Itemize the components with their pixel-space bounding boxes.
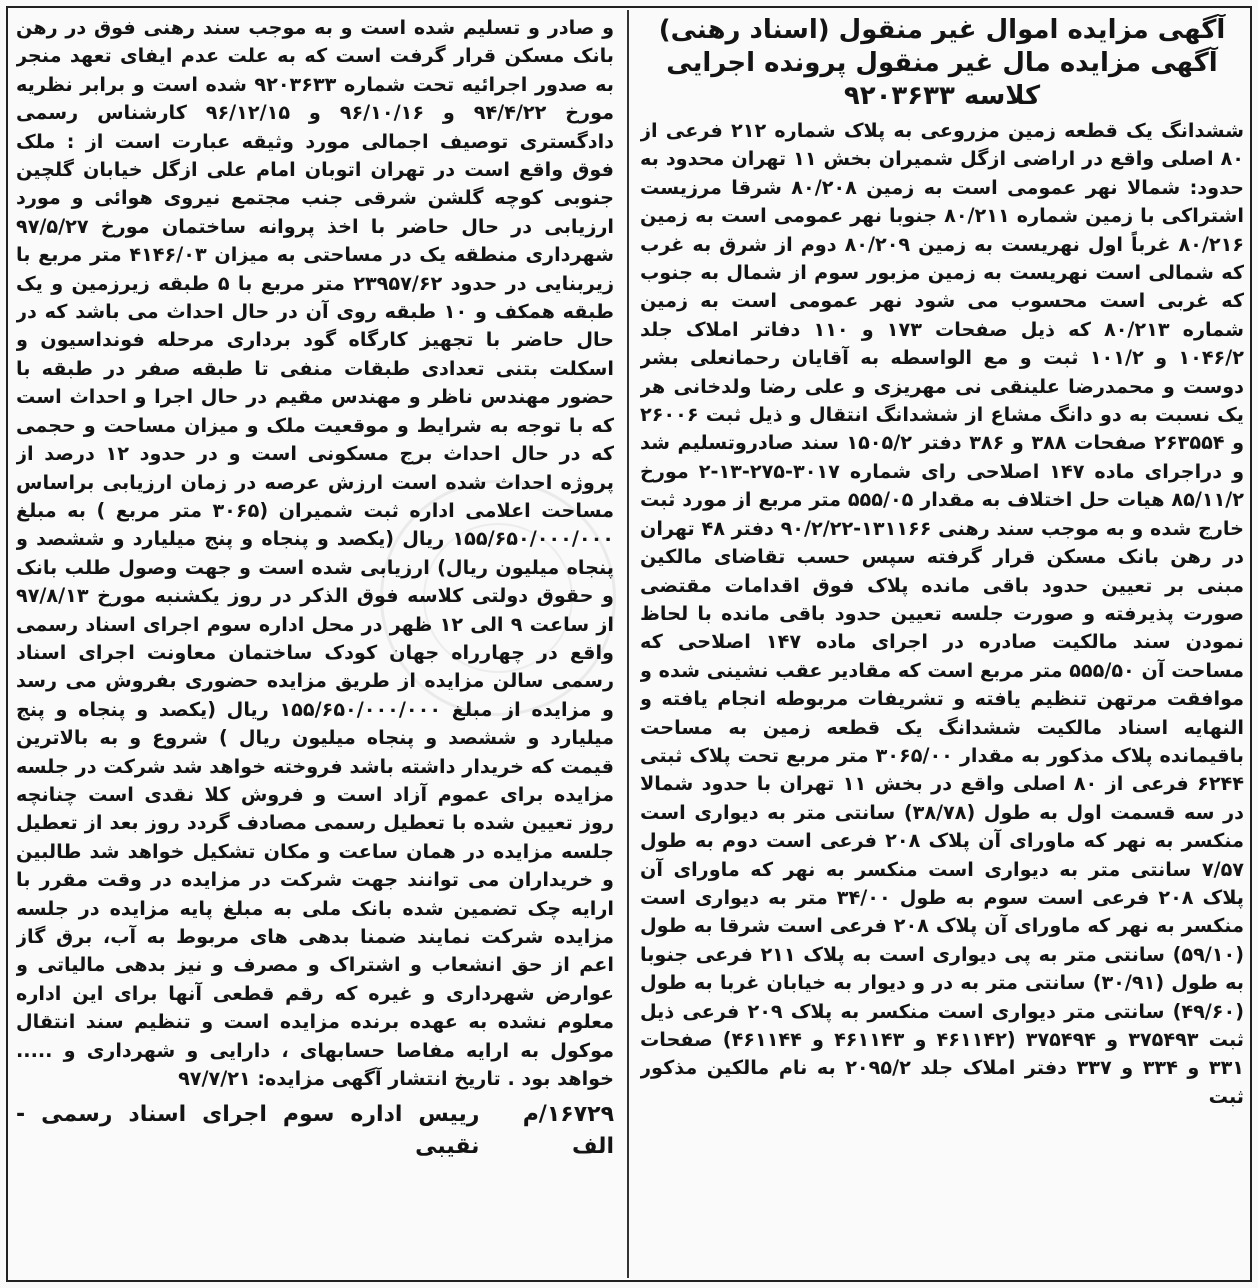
notice-title-line3: کلاسه ۹۲۰۳۶۳۳ (843, 81, 1041, 111)
left-column-body: و صادر و تسلیم شده است و به موجب سند رهنی فوق در رهن بانک مسکن قرار گرفت است که به علت عدم ایفای تعهد منجر به صدور اجرائیه تحت شماره ۹۲۰۳۶۳۳ شده است و برابر نظریه مورخ ۹۴/۴/۲۲ و ۹۶/۱۰/۱۶ و ۹۶/۱۲/۱۵ کارشناس رسمی دادگستری توصیف اجمالی مورد وثیقه عبارت است از : ملک فوق واقع است در تهران اتوبان امام علی ازگل خیابان گلچین جنوبی کوچه گلشن شرقی جنب مجتمع نیروی هوائی و مورد ارزیابی در حال حاضر با اخذ پروانه ساختمان مورخ ۹۷/۵/۲۷ شهرداری منطقه یک در مساحتی به میزان ۴۱۴۶/۰۳ متر مربع با زیربنایی در حدود ۲۳۹۵۷/۶۲ متر مربع با ۵ طبقه زیرزمین و یک طبقه همکف و ۱۰ طبقه روی آن در حال احداث می باشد که در حال حاضر با تجهیز کارگاه گود برداری مرحله فونداسیون و اسکلت بتنی تعدادی طبقات منفی تا طبقه صفر در طبقه با حضور مهندس ناظر و مهندس مقیم در حال اجرا و احداث است که با توجه به شرایط و موقعیت ملک و میزان مساحت و حجمی که در حال احداث برج مسکونی است و در حدود ۱۲ درصد از پروژه احداث شده است ارزش عرصه در زمان ارزیابی براساس مساحت اعلامی اداره ثبت شمیران (۳۰۶۵ متر مربع ) به مبلغ ۱۵۵/۶۵۰/۰۰۰/۰۰۰ ریال (یکصد و پنجاه و پنج میلیارد و ششصد و پنجاه میلیون ریال) ارزیابی شده است و جهت وصول طلب بانک و حقوق دولتی کلاسه فوق الذکر در روز یکشنبه مورخ ۹۷/۸/۱۳ از ساعت ۹ الی ۱۲ ظهر در محل اداره سوم اجرای اسناد رسمی واقع در چهارراه جهان کودک ساختمان معاونت اجرای اسناد رسمی سالن مزایده از طریق مزایده حضوری بفروش می رسد و مزایده از مبلغ ۱۵۵/۶۵۰/۰۰۰/۰۰۰ ریال (یکصد و پنجاه و پنج میلیارد و ششصد و پنجاه میلیون ریال ) شروع و به بالاترین قیمت که خریدار داشته باشد فروخته خواهد شد شرکت در جلسه مزایده برای عموم آزاد است و فروش کلا نقدی است چنانچه روز تعیین شده با تعطیل رسمی مصادف گردد روز بعد از تعطیل جلسه مزایده در همان ساعت و مکان تشکیل خواهد شد طالبین و خریداران می توانند جهت شرکت در مزایده در وقت مقرر با ارایه چک تضمین شده بانک ملی به مبلغ پایه مزایده در جلسه مزایده شرکت نمایند ضمنا بدهی های مربوط به آب، برق گاز اعم از حق انشعاب و اشتراک و مصرف و نیز بدهی مالیاتی و عوارض شهرداری و غیره که رقم قطعی آنها برای این اداره معلوم نشده به عهده برنده مزایده است و تنظیم سند انتقال موکول به ارایه مفاصا حسابهای ، دارایی و شهرداری و ..... خواهد بود . تاریخ انتشار آگهی مزایده: ۹۷/۷/۲۱ (16, 16, 614, 1091)
signature-line (16, 1099, 614, 1163)
left-column (16, 14, 614, 1282)
signature-name: رییس اداره سوم اجرای اسناد رسمی - نقیبی (16, 1102, 480, 1160)
signature-reference: ۱۶۷۲۹/م الف (522, 1102, 614, 1160)
notice-title-line2: آگهی مزایده مال غیر منقول پرونده اجرایی (666, 48, 1218, 78)
right-column (640, 14, 1244, 1282)
right-column-body: ششدانگ یک قطعه زمین مزروعی به پلاک شماره ۲۱۲ فرعی از ۸۰ اصلی واقع در اراضی ازگل شمیران بخش ۱۱ تهران محدود به حدود: شمالا نهر عمومی است به زمین ۸۰/۲۰۸ شرقا مرزیست اشتراکی با زمین شماره ۸۰/۲۱۱ جنوبا نهر عمومی است به زمین ۸۰/۲۱۶ غرباً اول نهریست به زمین ۸۰/۲۰۹ دوم از شرق به غرب که شمالی است نهریست به زمین مزبور سوم از شمال به جنوب که غربی است محسوب می شود نهر عمومی است به زمین شماره ۸۰/۲۱۳ که ذیل صفحات ۱۷۳ و ۱۱۰ دفاتر املاک جلد ۱۰۴۶/۲ و ۱۰۱/۲ ثبت و مع الواسطه به آقایان رحمانعلی بشر دوست و محمدرضا علینقی نی مهریزی و علی رضا ولدخانی هر یک نسبت به دو دانگ مشاع از ششدانگ انتقال و ذیل ثبت ۲۶۰۰۶ و ۲۶۳۵۵۴ صفحات ۳۸۸ و ۳۸۶ دفتر ۱۵۰۵/۲ سند صادروتسلیم شد و دراجرای ماده ۱۴۷ اصلاحی رای شماره ۳۰۱۷-۲۷۵-۱۳-۲ مورخ ۸۵/۱۱/۲ هیات حل اختلاف به مقدار ۵۵۵/۰۵ متر مربع از مورد ثبت خارج شده و به موجب سند رهنی ۱۳۱۱۶۶-۹۰/۲/۲۲ دفتر ۴۸ تهران در رهن بانک مسکن قرار گرفته سپس حسب تقاضای مالکین مبنی بر تعیین حدود باقی مانده پلاک فوق اقدامات مقتضی صورت پذیرفته و صورت جلسه تعیین حدود باقی مانده با لحاظ نمودن سند مالکیت صادره در اجرای ماده ۱۴۷ اصلاحی که مساحت آن ۵۵۵/۵۰ متر مربع است که مقادیر عقب نشینی شده و موافقت مرتهن تنظیم یافته و تشریفات مربوطه انجام یافته و النهایه اسناد مالکیت ششدانگ یک قطعه زمین به مساحت باقیمانده پلاک مذکور به مقدار ۳۰۶۵/۰۰ متر مربع تحت پلاک ثبتی ۶۲۴۴ فرعی از ۸۰ اصلی واقع در بخش ۱۱ تهران با حدود شمالا در سه قسمت اول به طول (۳۸/۷۸) سانتی متر به دیواری است منکسر به نهر که ماورای آن پلاک ۲۰۸ فرعی است دوم به طول ۷/۵۷ سانتی متر به دیواری است منکسر به نهر که ماورای آن پلاک ۲۰۸ فرعی است سوم به طول ۳۴/۰۰ متر به دیواری است منکسر به نهر که ماورای آن پلاک ۲۰۸ فرعی است شرقا به طول (۵۹/۱۰) سانتی متر به پی دیواری است به پلاک ۲۱۱ فرعی جنوبا به طول (۳۰/۹۱) سانتی متر به در و دیوار به خیابان غربا به طول (۴۹/۶۰) سانتی متر دیواری است منکسر به پلاک ۲۰۹ فرعی ذیل ثبت ۳۷۵۴۹۳ و ۳۷۵۴۹۴ (۴۶۱۱۴۲ و ۴۶۱۱۴۳ و ۴۶۱۱۴۴) صفحات ۳۳۱ و ۳۳۴ و ۳۳۷ دفتر املاک جلد ۲۰۹۵/۲ به نام مالکین مذکور ثبت (640, 119, 1244, 1108)
column-divider (627, 10, 629, 1278)
notice-title-line1: آگهی مزایده اموال غیر منقول (اسناد رهنی) (658, 15, 1226, 45)
